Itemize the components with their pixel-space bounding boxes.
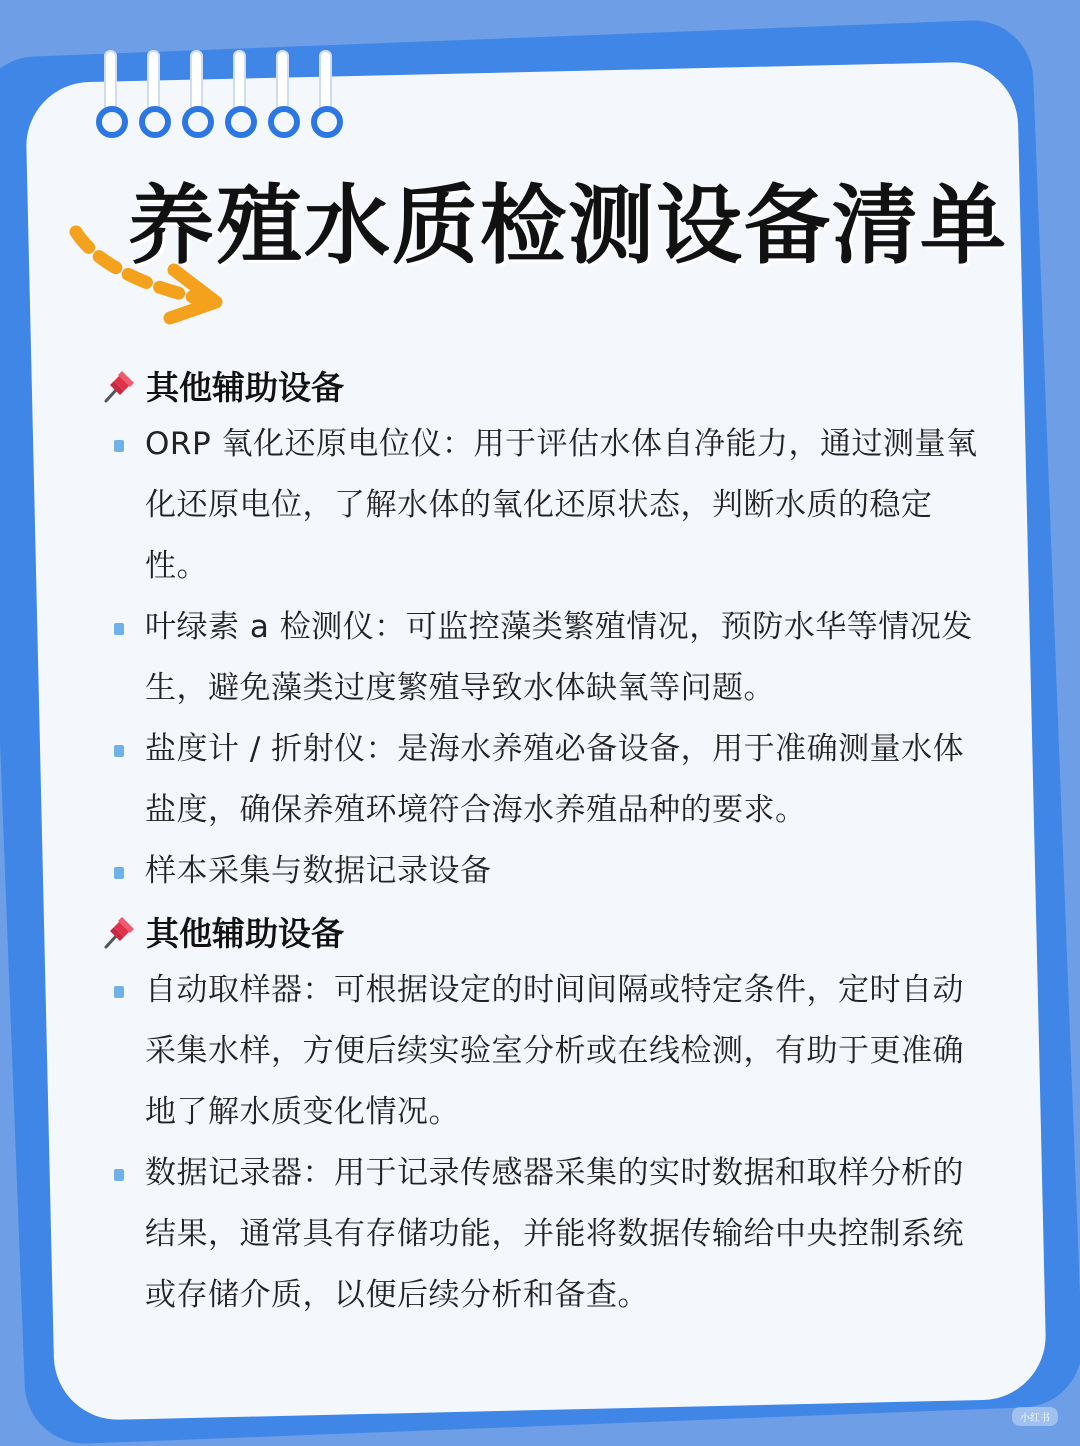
section-title: 其他辅助设备: [146, 913, 344, 953]
bullet-icon: [114, 867, 124, 879]
watermark-logo: 小红书: [1012, 1407, 1058, 1426]
page-title: 养殖水质检测设备清单: [128, 176, 1008, 276]
list-item: [100, 960, 980, 1143]
ring-binder-icon: [92, 44, 362, 144]
item-text: ORP 氧化还原电位仪：用于评估水体自净能力，通过测量氧化还原电位，了解水体的氧化还原状态，判断水质的稳定性。: [145, 426, 978, 584]
item-text: 盐度计 / 折射仪：是海水养殖必备设备，用于准确测量水体盐度，确保养殖环境符合海水养殖品种的要求。: [145, 731, 965, 828]
item-text: 叶绿素 a 检测仪：可监控藻类繁殖情况，预防水华等情况发生，避免藻类过度繁殖导致水体缺氧等问题。: [145, 609, 973, 706]
pushpin-icon: [100, 911, 140, 951]
bullet-icon: [114, 986, 124, 998]
section-heading-row: [100, 902, 980, 960]
section-title: 其他辅助设备: [146, 367, 344, 407]
item-text: 自动取样器：可根据设定的时间间隔或特定条件，定时自动采集水样，方便后续实验室分析或在线检测，有助于更准确地了解水质变化情况。: [145, 972, 964, 1130]
item-text: 数据记录器：用于记录传感器采集的实时数据和取样分析的结果，通常具有存储功能，并能将数据传输给中央控制系统或存储介质，以便后续分析和备查。: [145, 1155, 964, 1313]
section-heading-row: [100, 356, 980, 414]
list-item: [100, 719, 980, 841]
bullet-icon: [114, 745, 124, 757]
content-body: [100, 356, 980, 1326]
bullet-icon: [114, 1169, 124, 1181]
pushpin-icon: [100, 365, 140, 405]
item-text: 样本采集与数据记录设备: [145, 853, 492, 889]
section-1: [100, 356, 980, 902]
list-item: [100, 1143, 980, 1326]
section-2: [100, 902, 980, 1326]
list-item: [100, 414, 980, 597]
list-item: [100, 841, 980, 902]
list-item: [100, 597, 980, 719]
bullet-icon: [114, 623, 124, 635]
bullet-icon: [114, 440, 124, 452]
